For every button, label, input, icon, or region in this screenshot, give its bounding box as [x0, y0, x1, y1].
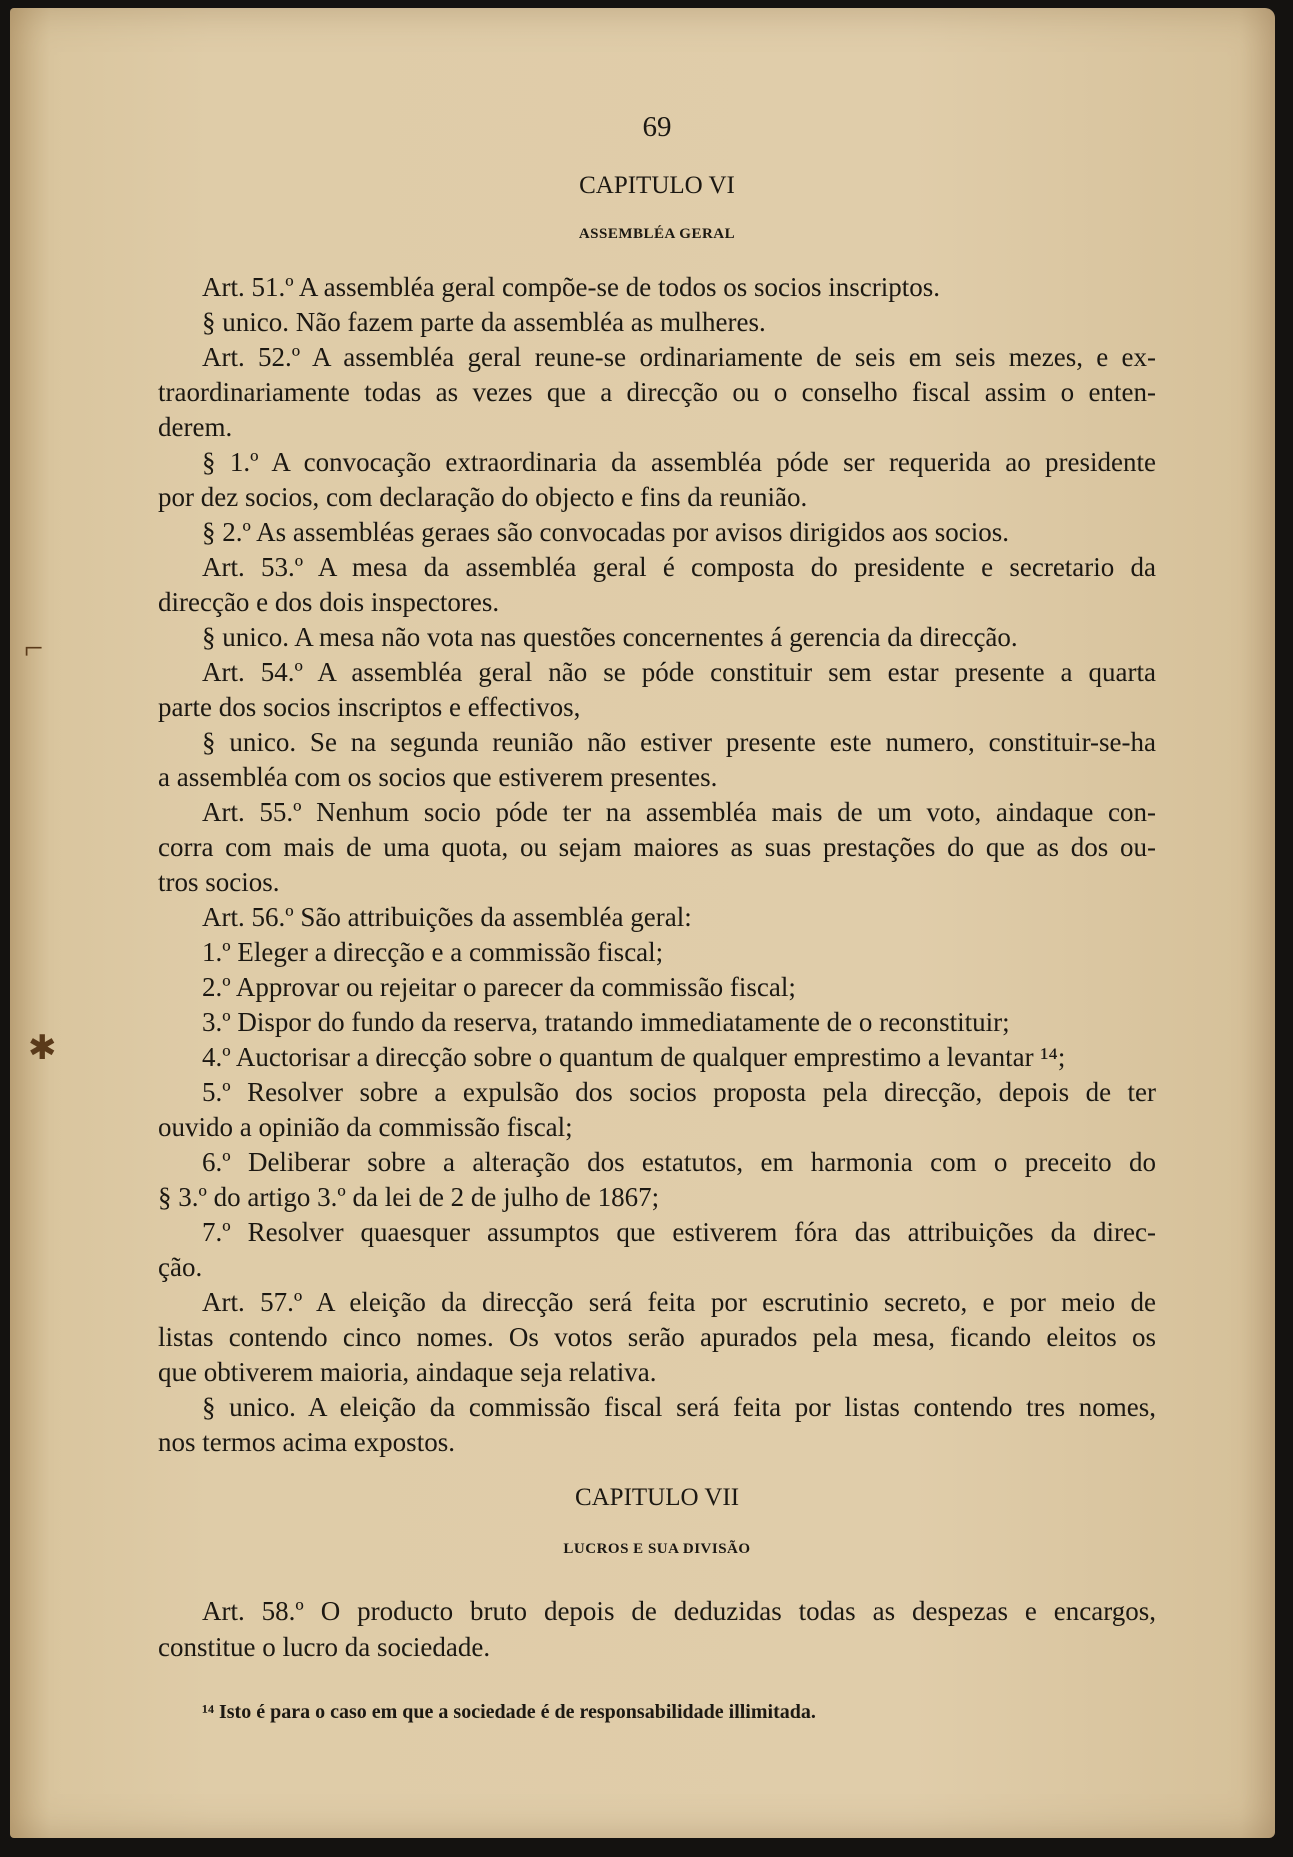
text-line: parte dos socios inscriptos e effectivos,: [158, 692, 581, 722]
text-line: Art. 57.º A eleição da direcção será feita por escrutinio secreto, e por meio de: [202, 1287, 1156, 1317]
text-line: Art. 53.º A mesa da assembléa geral é composta do presidente e secretario da: [202, 552, 1156, 582]
text-line: ção.: [158, 1252, 203, 1282]
text-line: 1.º Eleger a direcção e a commissão fiscal;: [202, 937, 664, 967]
text-line: 4.º Auctorisar a direcção sobre o quantum de qualquer emprestimo a levantar ¹⁴;: [202, 1042, 1066, 1072]
text-line: Art. 54.º A assembléa geral não se póde constituir sem estar presente a quarta: [202, 657, 1156, 687]
text-line: 2.º Approvar ou rejeitar o parecer da commissão fiscal;: [202, 972, 796, 1002]
text-line: que obtiverem maioria, aindaque seja relativa.: [158, 1357, 657, 1387]
text-line: tros socios.: [158, 867, 280, 897]
text-line: § 3.º do artigo 3.º da lei de 2 de julho de 1867;: [158, 1182, 660, 1212]
text-line: constitue o lucro da sociedade.: [158, 1632, 491, 1662]
margin-mark: ⌐: [24, 630, 44, 667]
chapter-vi-subtitle: ASSEMBLÉA GERAL: [578, 226, 736, 242]
text-line: direcção e dos dois inspectores.: [158, 587, 500, 617]
text-line: listas contendo cinco nomes. Os votos serão apurados pela mesa, ficando eleitos os: [158, 1322, 1156, 1352]
text-line: Art. 56.º São attribuições da assembléa geral:: [202, 902, 692, 932]
text-line: § unico. Não fazem parte da assembléa as mulheres.: [202, 307, 766, 337]
text-line: § unico. A eleição da commissão fiscal será feita por listas contendo tres nomes,: [202, 1392, 1156, 1422]
text-line: 5.º Resolver sobre a expulsão dos socios proposta pela direcção, depois de ter: [202, 1077, 1156, 1107]
text-line: Art. 51.º A assembléa geral compõe-se de todos os socios inscriptos.: [202, 272, 940, 302]
text-line: Art. 55.º Nenhum socio póde ter na assembléa mais de um voto, aindaque con-: [202, 797, 1156, 827]
text-line: 7.º Resolver quaesquer assumptos que estiverem fóra das attribuições da direc-: [202, 1217, 1156, 1247]
text-line: § unico. Se na segunda reunião não estiver presente este numero, constituir-se-ha: [202, 727, 1156, 757]
text-line: § 2.º As assembléas geraes são convocadas por avisos dirigidos aos socios.: [202, 517, 1009, 547]
text-line: derem.: [158, 412, 233, 442]
text-line: Art. 52.º A assembléa geral reune-se ordinariamente de seis em seis mezes, e ex-: [202, 342, 1156, 372]
footnote: ¹⁴ Isto é para o caso em que a sociedade é de responsabilidade illimitada.: [202, 1701, 816, 1723]
text-line: 6.º Deliberar sobre a alteração dos estatutos, em harmonia com o preceito do: [202, 1147, 1156, 1177]
margin-mark: ✱: [28, 1030, 57, 1067]
document-page: [10, 8, 1275, 1838]
text-line: ouvido a opinião da commissão fiscal;: [158, 1112, 573, 1142]
text-line: traordinariamente todas as vezes que a direcção ou o conselho fiscal assim o enten-: [158, 377, 1156, 407]
text-line: § 1.º A convocação extraordinaria da assembléa póde ser requerida ao presidente: [202, 447, 1156, 477]
text-line: Art. 58.º O producto bruto depois de deduzidas todas as despezas e encargos,: [202, 1596, 1156, 1626]
text-line: a assembléa com os socios que estiverem presentes.: [158, 762, 718, 792]
chapter-vii-title: CAPITULO VII: [574, 1484, 740, 1511]
chapter-vii-subtitle: LUCROS E SUA DIVISÃO: [563, 1541, 751, 1557]
text-line: corra com mais de uma quota, ou sejam maiores as suas prestações do que as dos ou-: [158, 832, 1156, 862]
text-line: 3.º Dispor do fundo da reserva, tratando immediatamente de o reconstituir;: [202, 1007, 1010, 1037]
text-line: nos termos acima expostos.: [158, 1427, 455, 1457]
page-number: 69: [642, 111, 672, 143]
chapter-vi-title: CAPITULO VI: [579, 172, 735, 199]
text-line: por dez socios, com declaração do objecto e fins da reunião.: [158, 482, 808, 512]
text-line: § unico. A mesa não vota nas questões concernentes á gerencia da direcção.: [202, 622, 1018, 652]
